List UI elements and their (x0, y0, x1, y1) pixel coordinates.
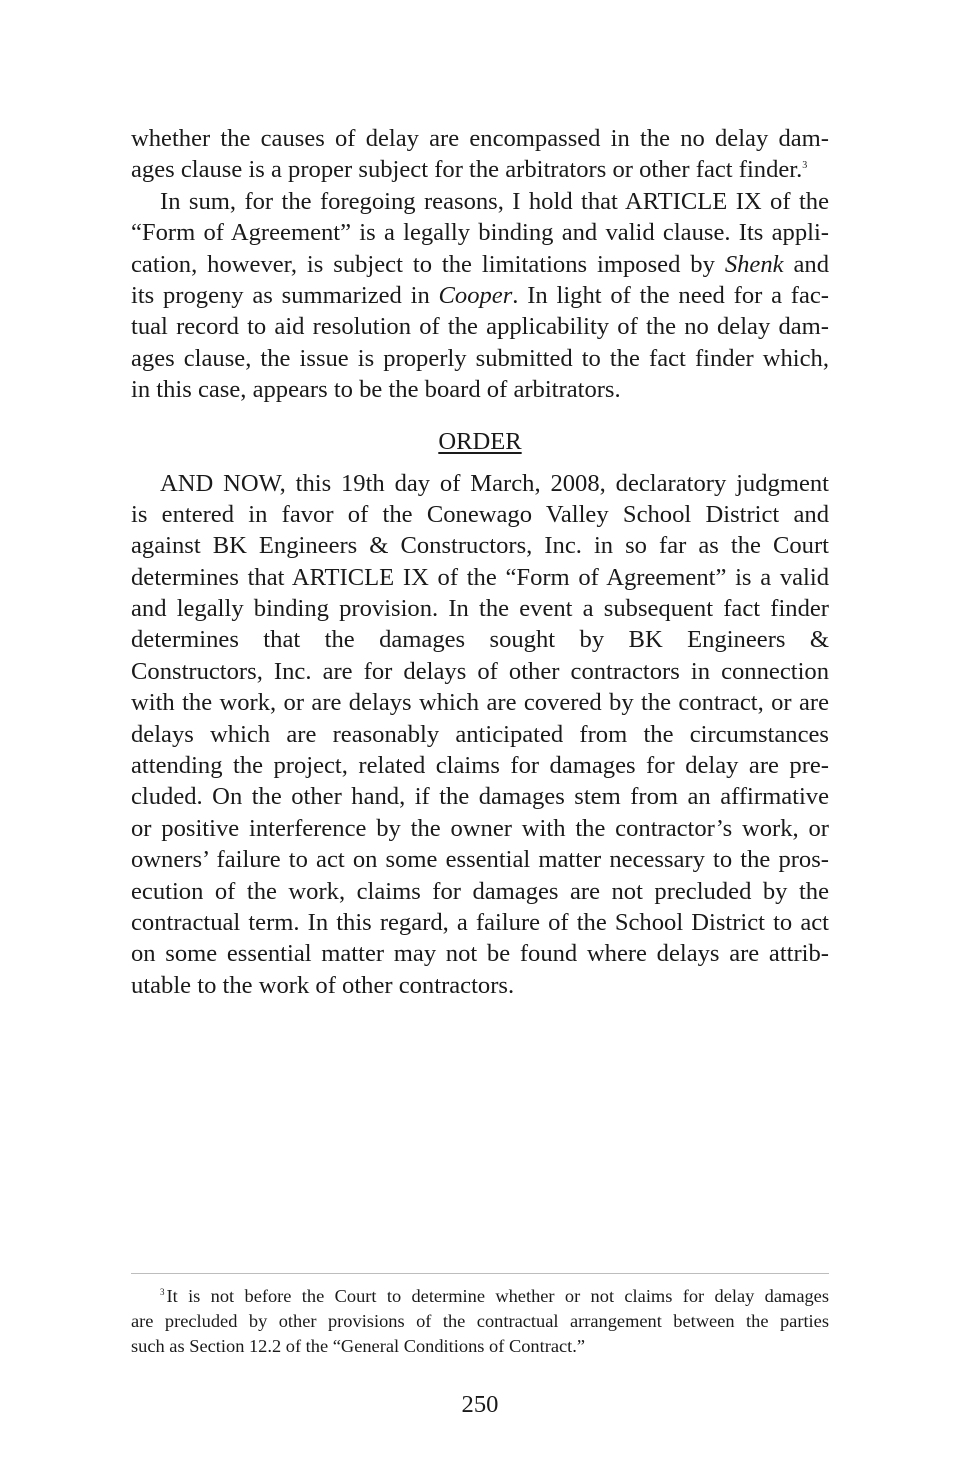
page-number: 250 (461, 1391, 499, 1418)
order-line: attending the project, related claims for damages for delay are pre- (131, 752, 829, 780)
footnote-line: such as Section 12.2 of the “General Conditions of Contract.” (131, 1335, 586, 1356)
order-line: determines that the damages sought by BK Engineers & (131, 626, 829, 654)
order-line: against BK Engineers & Constructors, Inc. in so far as the Court (131, 532, 829, 560)
paragraph-line: In sum, for the foregoing reasons, I hold that ARTICLE IX of the (160, 187, 829, 215)
paragraph-text: its progeny as summarized in (131, 281, 439, 309)
order-line: or positive interference by the owner with the contractor’s work, or (131, 814, 829, 842)
paragraph-line: in this case, appears to be the board of arbitrators. (131, 376, 621, 404)
order-line: delays which are reasonably anticipated from the circumstances (131, 720, 829, 748)
main-text (131, 123, 829, 1001)
paragraph-line (131, 249, 829, 280)
order-line: cluded. On the other hand, if the damages stem from an affirmative (131, 783, 829, 811)
footnote-text: It is not before the Court to determine whether or not claims for delay damages (166, 1286, 829, 1306)
footnote-divider (131, 1273, 829, 1274)
paragraph-line (131, 280, 829, 311)
paragraph-text: and (783, 250, 830, 278)
order-line: and legally binding provision. In the event a subsequent fact finder (131, 595, 829, 623)
case-name-shenk: Shenk (724, 250, 784, 278)
footnote-mark: 3 (160, 1286, 165, 1297)
footnote (131, 1284, 829, 1358)
order-line: AND NOW, this 19th day of March, 2008, declaratory judgment (160, 469, 829, 497)
paragraph-line: “Form of Agreement” is a legally binding and valid clause. Its appli- (131, 219, 829, 247)
footnote-line: are precluded by other provisions of the contractual arrangement between the parties (131, 1310, 829, 1331)
order-line: utable to the work of other contractors. (131, 971, 515, 999)
order-line: Constructors, Inc. are for delays of other contractors in connection (131, 657, 829, 685)
paragraph-line-text: ages clause is a proper subject for the arbitrators or other fact finder. (131, 156, 803, 184)
footnote-line (131, 1284, 829, 1309)
order-line: is entered in favor of the Conewago Valley School District and (131, 500, 829, 528)
order-line: ecution of the work, claims for damages are not precluded by the (131, 877, 829, 905)
case-name-cooper: Cooper (438, 281, 513, 309)
order-line: owners’ failure to act on some essential matter necessary to the pros- (131, 846, 829, 874)
paragraph-line (131, 154, 829, 185)
order-line: determines that ARTICLE IX of the “Form of Agreement” is a valid (131, 563, 829, 591)
paragraph-text: cation, however, is subject to the limitations imposed by (131, 250, 725, 278)
order-line: on some essential matter may not be found where delays are attrib- (131, 940, 829, 968)
order-line: contractual term. In this regard, a failure of the School District to act (131, 908, 829, 936)
paragraph-text: . In light of the need for a fac- (512, 281, 829, 309)
order-heading: ORDER (438, 427, 522, 455)
footnote-reference[interactable]: 3 (802, 160, 808, 172)
order-line: with the work, or are delays which are covered by the contract, or are (131, 689, 829, 717)
paragraph-line: whether the causes of delay are encompassed in the no delay dam- (131, 125, 829, 152)
paragraph-line: tual record to aid resolution of the applicability of the no delay dam- (131, 313, 829, 341)
paragraph-line: ages clause, the issue is properly submitted to the fact finder which, (131, 344, 829, 372)
